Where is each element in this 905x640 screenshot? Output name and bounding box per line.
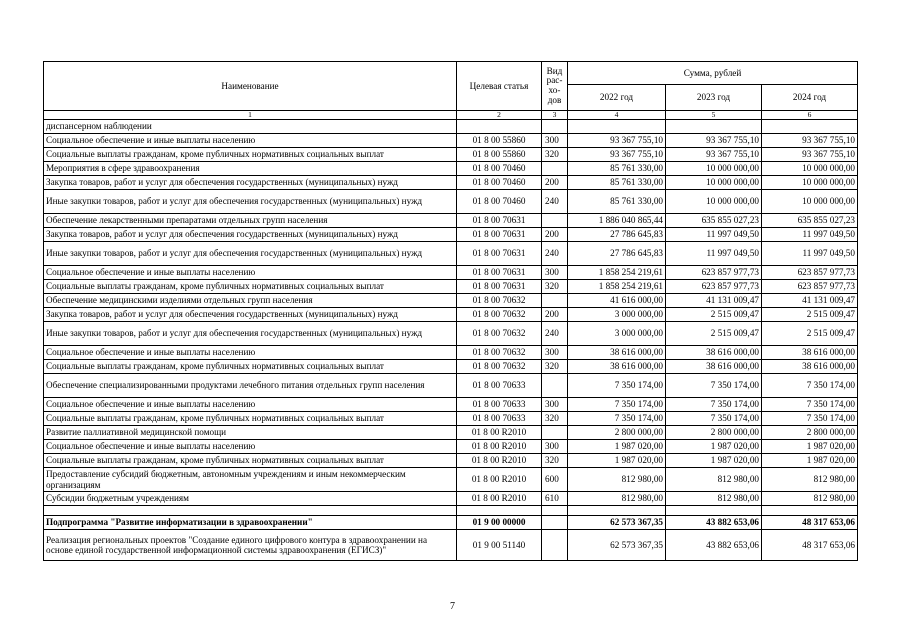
row-sum-2024: 41 131 009,47 (762, 294, 858, 308)
row-sum-2022: 7 350 174,00 (568, 374, 666, 398)
row-sum-2024 (762, 120, 858, 134)
table-row (44, 374, 858, 398)
row-sum-2022: 27 786 645,83 (568, 242, 666, 266)
row-expense-type: 240 (542, 322, 568, 346)
row-expense-type (542, 214, 568, 228)
table-row (44, 162, 858, 176)
row-name: Социальные выплаты гражданам, кроме публичных нормативных социальных выплат (44, 148, 457, 162)
row-sum-2024: 48 317 653,06 (762, 530, 858, 561)
row-expense-type: 320 (542, 148, 568, 162)
table-row (44, 294, 858, 308)
table-row (44, 360, 858, 374)
row-sum-2023: 2 515 009,47 (666, 308, 762, 322)
column-number: 6 (762, 111, 858, 120)
row-name: Социальные выплаты гражданам, кроме публичных нормативных социальных выплат (44, 454, 457, 468)
row-sum-2023: 93 367 755,10 (666, 148, 762, 162)
row-sum-2023: 623 857 977,73 (666, 280, 762, 294)
row-name: Подпрограмма "Развитие информатизации в здравоохранении" (44, 516, 457, 530)
row-expense-type: 300 (542, 134, 568, 148)
row-sum-2024: 623 857 977,73 (762, 280, 858, 294)
row-sum-2022: 27 786 645,83 (568, 228, 666, 242)
row-sum-2023: 38 616 000,00 (666, 346, 762, 360)
table-row (44, 242, 858, 266)
row-name: Иные закупки товаров, работ и услуг для обеспечения государственных (муниципальных) нужд (44, 322, 457, 346)
row-expense-type: 320 (542, 360, 568, 374)
row-sum-2022: 3 000 000,00 (568, 308, 666, 322)
row-sum-2024: 11 997 049,50 (762, 228, 858, 242)
row-sum-2022: 812 980,00 (568, 492, 666, 506)
row-sum-2022: 38 616 000,00 (568, 346, 666, 360)
row-sum-2024: 93 367 755,10 (762, 134, 858, 148)
header-expense-type-line: Вид (546, 65, 563, 76)
row-name: Реализация региональных проектов "Создание единого цифрового контура в здравоохранении на основе единой государственной информационной системы здравоохранения (ЕГИСЗ)" (44, 530, 457, 561)
row-sum-2024: 38 616 000,00 (762, 346, 858, 360)
row-sum-2023: 1 987 020,00 (666, 440, 762, 454)
row-sum-2024 (762, 506, 858, 516)
table-row (44, 190, 858, 214)
table-row (44, 454, 858, 468)
table-row (44, 308, 858, 322)
row-name: Социальные выплаты гражданам, кроме публичных нормативных социальных выплат (44, 280, 457, 294)
row-name: Обеспечение лекарственными препаратами отдельных групп населения (44, 214, 457, 228)
header-target-article: Целевая статья (457, 62, 542, 111)
row-sum-2023: 43 882 653,06 (666, 516, 762, 530)
row-expense-type (542, 162, 568, 176)
row-name: Социальное обеспечение и иные выплаты населению (44, 134, 457, 148)
row-name: Обеспечение специализированными продуктами лечебного питания отдельных групп населения (44, 374, 457, 398)
row-sum-2024: 7 350 174,00 (762, 412, 858, 426)
row-sum-2022: 1 987 020,00 (568, 440, 666, 454)
row-sum-2024: 2 515 009,47 (762, 322, 858, 346)
row-sum-2022: 7 350 174,00 (568, 412, 666, 426)
table-row (44, 492, 858, 506)
row-name: Социальные выплаты гражданам, кроме публичных нормативных социальных выплат (44, 412, 457, 426)
column-number: 2 (457, 111, 542, 120)
column-number: 5 (666, 111, 762, 120)
row-name: Социальное обеспечение и иные выплаты населению (44, 398, 457, 412)
table-row (44, 516, 858, 530)
row-name: Социальное обеспечение и иные выплаты населению (44, 266, 457, 280)
row-sum-2022: 62 573 367,35 (568, 516, 666, 530)
row-target-article: 01 8 00 R2010 (457, 492, 542, 506)
row-target-article: 01 8 00 R2010 (457, 426, 542, 440)
row-sum-2023: 10 000 000,00 (666, 176, 762, 190)
row-sum-2024: 2 515 009,47 (762, 308, 858, 322)
row-sum-2022: 93 367 755,10 (568, 148, 666, 162)
row-sum-2024: 7 350 174,00 (762, 374, 858, 398)
row-sum-2022: 85 761 330,00 (568, 176, 666, 190)
row-sum-2024: 1 987 020,00 (762, 440, 858, 454)
table-row (44, 280, 858, 294)
row-sum-2022: 62 573 367,35 (568, 530, 666, 561)
row-target-article: 01 8 00 70632 (457, 294, 542, 308)
row-expense-type: 600 (542, 468, 568, 492)
row-target-article: 01 8 00 R2010 (457, 468, 542, 492)
row-sum-2024: 2 800 000,00 (762, 426, 858, 440)
row-target-article: 01 8 00 70631 (457, 266, 542, 280)
row-sum-2023 (666, 120, 762, 134)
header-year-2022: 2022 год (568, 85, 666, 111)
table-row (44, 266, 858, 280)
table-row (44, 228, 858, 242)
row-name: Субсидии бюджетным учреждениям (44, 492, 457, 506)
header-sum: Сумма, рублей (568, 62, 858, 85)
row-sum-2024: 623 857 977,73 (762, 266, 858, 280)
row-sum-2022: 3 000 000,00 (568, 322, 666, 346)
row-target-article: 01 8 00 70460 (457, 176, 542, 190)
row-expense-type: 320 (542, 280, 568, 294)
table-row (44, 176, 858, 190)
row-sum-2023: 11 997 049,50 (666, 242, 762, 266)
row-name: Иные закупки товаров, работ и услуг для обеспечения государственных (муниципальных) нужд (44, 190, 457, 214)
row-target-article: 01 8 00 70631 (457, 228, 542, 242)
row-target-article: 01 9 00 51140 (457, 530, 542, 561)
header-year-2023: 2023 год (666, 85, 762, 111)
row-sum-2023: 7 350 174,00 (666, 374, 762, 398)
row-target-article: 01 8 00 70632 (457, 308, 542, 322)
row-target-article: 01 8 00 55860 (457, 148, 542, 162)
row-name: Социальное обеспечение и иные выплаты населению (44, 440, 457, 454)
row-sum-2024: 812 980,00 (762, 468, 858, 492)
row-sum-2022: 41 616 000,00 (568, 294, 666, 308)
row-name: Иные закупки товаров, работ и услуг для обеспечения государственных (муниципальных) нужд (44, 242, 457, 266)
row-sum-2023: 1 987 020,00 (666, 454, 762, 468)
row-target-article: 01 8 00 70633 (457, 398, 542, 412)
header-expense-type-line: дов (547, 94, 562, 105)
row-sum-2023: 623 857 977,73 (666, 266, 762, 280)
table-row (44, 412, 858, 426)
row-sum-2022: 1 858 254 219,61 (568, 266, 666, 280)
row-name: Закупка товаров, работ и услуг для обеспечения государственных (муниципальных) нужд (44, 176, 457, 190)
row-sum-2024: 38 616 000,00 (762, 360, 858, 374)
row-expense-type: 300 (542, 266, 568, 280)
page-number: 7 (450, 601, 455, 612)
row-expense-type: 200 (542, 308, 568, 322)
row-expense-type: 240 (542, 242, 568, 266)
budget-table (43, 61, 858, 561)
row-name: Социальное обеспечение и иные выплаты населению (44, 346, 457, 360)
row-sum-2023: 11 997 049,50 (666, 228, 762, 242)
row-sum-2024: 7 350 174,00 (762, 398, 858, 412)
row-expense-type: 610 (542, 492, 568, 506)
row-sum-2023: 38 616 000,00 (666, 360, 762, 374)
row-expense-type (542, 516, 568, 530)
row-sum-2024: 635 855 027,23 (762, 214, 858, 228)
row-target-article: 01 8 00 70460 (457, 190, 542, 214)
header-year-2024: 2024 год (762, 85, 858, 111)
row-target-article: 01 8 00 70632 (457, 322, 542, 346)
table-row (44, 346, 858, 360)
row-target-article: 01 9 00 00000 (457, 516, 542, 530)
row-target-article: 01 8 00 70633 (457, 412, 542, 426)
row-name (44, 506, 457, 516)
row-name: Социальные выплаты гражданам, кроме публичных нормативных социальных выплат (44, 360, 457, 374)
row-sum-2022: 85 761 330,00 (568, 190, 666, 214)
table-row (44, 398, 858, 412)
row-sum-2022: 38 616 000,00 (568, 360, 666, 374)
row-name: Развитие паллиативной медицинской помощи (44, 426, 457, 440)
row-sum-2023: 93 367 755,10 (666, 134, 762, 148)
table-row (44, 530, 858, 561)
row-sum-2022: 812 980,00 (568, 468, 666, 492)
row-target-article (457, 506, 542, 516)
row-sum-2022 (568, 120, 666, 134)
row-target-article: 01 8 00 70631 (457, 280, 542, 294)
header-expense-type (542, 62, 568, 111)
row-target-article (457, 120, 542, 134)
row-sum-2024: 812 980,00 (762, 492, 858, 506)
row-expense-type (542, 530, 568, 561)
row-sum-2022: 7 350 174,00 (568, 398, 666, 412)
row-expense-type (542, 294, 568, 308)
row-name: диспансерном наблюдении (44, 120, 457, 134)
row-sum-2022: 85 761 330,00 (568, 162, 666, 176)
table-row (44, 120, 858, 134)
table-row (44, 214, 858, 228)
table-row (44, 322, 858, 346)
table-row (44, 468, 858, 492)
table-row (44, 148, 858, 162)
row-sum-2023: 2 515 009,47 (666, 322, 762, 346)
row-name: Закупка товаров, работ и услуг для обеспечения государственных (муниципальных) нужд (44, 308, 457, 322)
row-sum-2023: 7 350 174,00 (666, 412, 762, 426)
table-row (44, 426, 858, 440)
row-expense-type: 320 (542, 454, 568, 468)
row-target-article: 01 8 00 70633 (457, 374, 542, 398)
header-expense-type-line: рас- (546, 75, 563, 86)
table-row (44, 506, 858, 516)
row-expense-type (542, 374, 568, 398)
row-target-article: 01 8 00 70632 (457, 346, 542, 360)
row-target-article: 01 8 00 70631 (457, 242, 542, 266)
row-sum-2024: 10 000 000,00 (762, 176, 858, 190)
table-row (44, 440, 858, 454)
row-expense-type: 240 (542, 190, 568, 214)
column-number: 4 (568, 111, 666, 120)
row-target-article: 01 8 00 R2010 (457, 440, 542, 454)
header-name: Наименование (44, 62, 457, 111)
row-target-article: 01 8 00 70632 (457, 360, 542, 374)
row-expense-type: 300 (542, 440, 568, 454)
column-number: 1 (44, 111, 457, 120)
table-row (44, 134, 858, 148)
row-sum-2023 (666, 506, 762, 516)
row-target-article: 01 8 00 55860 (457, 134, 542, 148)
row-expense-type: 320 (542, 412, 568, 426)
row-sum-2022 (568, 506, 666, 516)
row-sum-2023: 10 000 000,00 (666, 190, 762, 214)
row-name: Обеспечение медицинскими изделиями отдельных групп населения (44, 294, 457, 308)
row-sum-2023: 635 855 027,23 (666, 214, 762, 228)
row-sum-2024: 10 000 000,00 (762, 190, 858, 214)
row-sum-2024: 1 987 020,00 (762, 454, 858, 468)
header-expense-type-line: хо- (548, 85, 561, 95)
row-sum-2024: 48 317 653,06 (762, 516, 858, 530)
row-sum-2022: 1 858 254 219,61 (568, 280, 666, 294)
row-sum-2024: 11 997 049,50 (762, 242, 858, 266)
row-target-article: 01 8 00 R2010 (457, 454, 542, 468)
row-sum-2023: 41 131 009,47 (666, 294, 762, 308)
row-target-article: 01 8 00 70631 (457, 214, 542, 228)
row-sum-2022: 1 987 020,00 (568, 454, 666, 468)
row-sum-2023: 2 800 000,00 (666, 426, 762, 440)
row-expense-type (542, 506, 568, 516)
row-name: Мероприятия в сфере здравоохранения (44, 162, 457, 176)
row-name: Предоставление субсидий бюджетным, автономным учреждениям и иным некоммерческим организациям (44, 468, 457, 492)
row-name: Закупка товаров, работ и услуг для обеспечения государственных (муниципальных) нужд (44, 228, 457, 242)
row-sum-2023: 812 980,00 (666, 468, 762, 492)
row-sum-2024: 10 000 000,00 (762, 162, 858, 176)
column-number-row (44, 111, 858, 120)
row-sum-2024: 93 367 755,10 (762, 148, 858, 162)
row-sum-2022: 2 800 000,00 (568, 426, 666, 440)
row-expense-type: 300 (542, 346, 568, 360)
row-target-article: 01 8 00 70460 (457, 162, 542, 176)
row-sum-2023: 812 980,00 (666, 492, 762, 506)
row-expense-type (542, 426, 568, 440)
row-sum-2022: 93 367 755,10 (568, 134, 666, 148)
row-expense-type: 200 (542, 176, 568, 190)
row-sum-2022: 1 886 040 865,44 (568, 214, 666, 228)
row-sum-2023: 10 000 000,00 (666, 162, 762, 176)
column-number: 3 (542, 111, 568, 120)
row-expense-type (542, 120, 568, 134)
row-sum-2023: 43 882 653,06 (666, 530, 762, 561)
row-sum-2023: 7 350 174,00 (666, 398, 762, 412)
row-expense-type: 200 (542, 228, 568, 242)
row-expense-type: 300 (542, 398, 568, 412)
